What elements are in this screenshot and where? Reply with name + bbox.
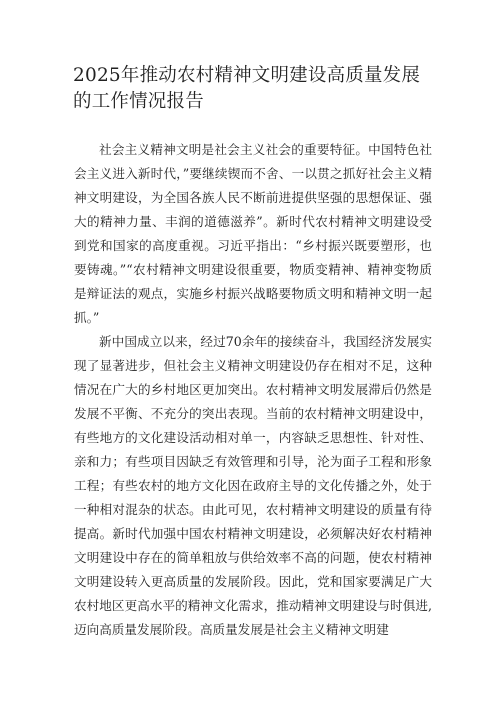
paragraph-1: 社会主义精神文明是社会主义社会的重要特征。中国特色社会主义进入新时代，”要继续锲而不舍、一以贯之抓好社会主义精神文明建设，为全国各族人民不断前进提供坚强的思想保证、强大的精神力量、丰润的道德滋养”。新时代农村精神文明建设受到党和国家的高度重视。习近平指出：“乡村振兴既要塑形，也要铸魂。”“农村精神文明建设很重要，物质变精神、精神变物质是辩证法的观点，实施乡村振兴战略要物质文明和精神文明一起抓。” bbox=[74, 142, 432, 325]
document-body bbox=[74, 138, 432, 642]
paragraph-2: 新中国成立以来，经过70余年的接续奋斗，我国经济发展实现了显著进步，但社会主义精神文明建设仍存在相对不足，这种情况在广大的乡村地区更加突出。农村精神文明发展滞后仍然是发展不平衡、不充分的突出表现。当前的农村精神文明建设中，有些地方的文化建设活动相对单一，内容缺乏思想性、针对性、亲和力；有些项目因缺乏有效管理和引导，沦为面子工程和形象工程；有些农村的地方文化因在政府主导的文化传播之外，处于一种相对混杂的状态。由此可见，农村精神文明建设的质量有待提高。新时代加强中国农村精神文明建设，必须解决好农村精神文明建设中存在的简单粗放与供给效率不高的问题，使农村精神文明建设转入更高质量的发展阶段。因此，党和国家要满足广大农村地区更高水平的精神文化需求，推动精神文明建设与时俱进,迈向高质量发展阶段。高质量发展是社会主义精神文明建 bbox=[74, 334, 432, 637]
document-title: 2025年推动农村精神文明建设高质量发展的工作情况报告 bbox=[73, 65, 421, 112]
